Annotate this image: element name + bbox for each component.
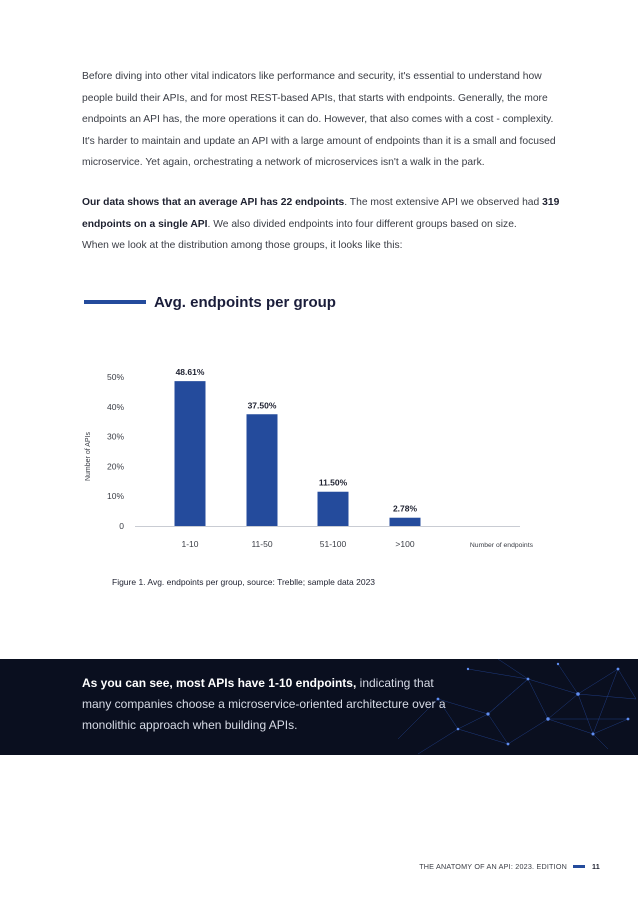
footer-title: THE ANATOMY OF AN API: 2023. EDITION — [419, 862, 567, 871]
findings-text-3: When we look at the distribution among those groups, it looks like this: — [82, 240, 403, 252]
y-tick-label: 10% — [106, 491, 124, 502]
page-number: 11 — [592, 862, 600, 871]
bar->100 — [390, 518, 421, 526]
callout-highlight: As you can see, most APIs have 1-10 endpoints, — [82, 676, 357, 690]
findings-text-2: . We also divided endpoints into four different groups based on size. — [207, 218, 517, 230]
y-tick-label: 20% — [106, 461, 124, 472]
footer-accent-bar — [573, 865, 585, 868]
average-endpoints-highlight: Our data shows that an average API has 22 endpoints — [82, 197, 345, 208]
bar-51-100 — [318, 492, 349, 526]
callout-banner — [0, 659, 638, 755]
page-footer — [419, 862, 600, 871]
chart-heading — [84, 289, 336, 315]
y-tick-label: 30% — [106, 431, 124, 442]
y-tick-label: 0 — [119, 521, 124, 531]
x-tick-label: 11-50 — [251, 539, 273, 549]
bar-data-label: 37.50% — [247, 400, 277, 411]
bar-data-label: 11.50% — [318, 477, 348, 488]
findings-paragraph — [82, 192, 562, 257]
x-tick-label: >100 — [395, 539, 415, 549]
endpoints-bar-chart — [0, 350, 638, 560]
bar-data-label: 48.61% — [175, 367, 205, 378]
bar-1-10 — [175, 381, 206, 526]
chart-title: Avg. endpoints per group — [154, 293, 336, 311]
heading-accent-bar — [84, 300, 146, 304]
y-tick-label: 40% — [106, 401, 124, 412]
figure-caption: Figure 1. Avg. endpoints per group, source: Treblle; sample data 2023 — [112, 577, 376, 587]
x-tick-label: 51-100 — [319, 539, 347, 549]
x-tick-label: 1-10 — [181, 539, 199, 549]
x-axis-label: Number of endpoints — [469, 542, 533, 549]
bar-11-50 — [247, 414, 278, 526]
intro-paragraph: Before diving into other vital indicators like performance and security, it's essential to understand how people build their APIs, and for most REST-based APIs, that starts with endpoints. Generally, the more endpoints an API has, the more operations it can do. However, that also comes with a cost - complexity. It's harder to maintain and update an API with a large amount of endpoints than it is a small and focused microservice. Yet again, orchestrating a network of microservices isn't a walk in the park. — [82, 71, 556, 169]
bar-data-label: 2.78% — [392, 503, 418, 514]
callout-text — [82, 673, 462, 736]
y-tick-label: 50% — [106, 372, 124, 382]
callout-body: indicating that many companies choose a microservice-oriented architecture over a monolithic approach when building APIs. — [82, 676, 446, 732]
y-axis-label: Number of APIs — [85, 431, 92, 482]
findings-text-1: . The most extensive API we observed had — [344, 197, 543, 208]
max-endpoints-highlight: 319 endpoints on a single API — [82, 197, 560, 230]
